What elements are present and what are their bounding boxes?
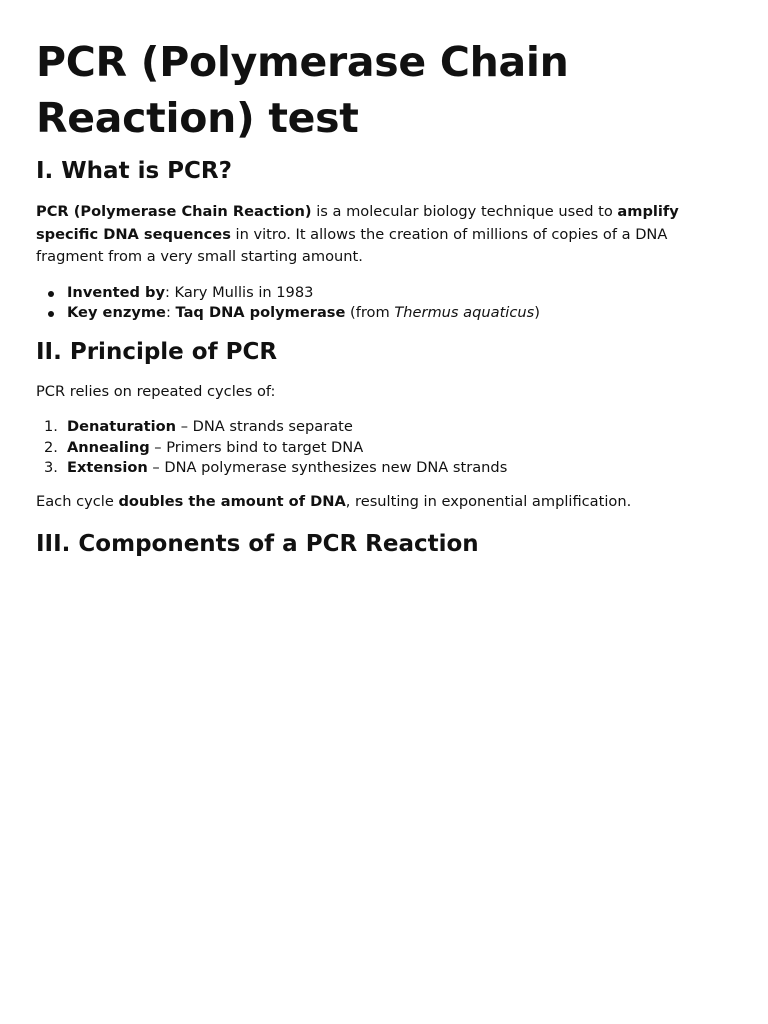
fact-separator: : <box>165 304 176 321</box>
fact-post-italic: ) <box>534 304 540 321</box>
steps-list <box>36 417 736 479</box>
fact-label: Key enzyme <box>67 304 166 321</box>
intro-term: PCR (Polymerase Chain Reaction) <box>36 203 312 220</box>
fact-pre-italic: (from <box>345 304 395 321</box>
fact-separator: : <box>164 283 175 301</box>
summary-post: , resulting in exponential amplification. <box>345 492 632 510</box>
fact-value: Kary Mullis in 1983 <box>174 283 314 301</box>
fact-italic-organism: Thermus aquaticus <box>394 304 535 321</box>
step-number: 2. <box>44 438 58 456</box>
intro-text-2: in vitro. It allows the creation of millions of copies of a DNA fragment from a very small starting amount. <box>36 225 668 265</box>
list-item-step <box>36 458 736 479</box>
summary-pre: Each cycle <box>36 492 119 510</box>
page-title: PCR (Polymerase Chain Reaction) test <box>36 38 569 142</box>
facts-list <box>36 283 736 324</box>
fact-value-bold: Taq DNA polymerase <box>175 304 346 321</box>
bullet-icon <box>48 291 54 297</box>
principle-lead: PCR relies on repeated cycles of: <box>36 382 276 400</box>
section-heading-what-is-pcr: I. What is PCR? <box>36 158 232 184</box>
step-label: Extension <box>67 459 148 476</box>
fact-label: Invented by <box>67 283 165 301</box>
list-item-key-enzyme <box>36 303 736 324</box>
section-heading-principle: II. Principle of PCR <box>36 338 278 365</box>
list-item-invented-by <box>36 283 736 304</box>
step-text: – DNA strands separate <box>176 418 353 435</box>
step-text: – Primers bind to target DNA <box>149 438 364 456</box>
intro-paragraph <box>36 201 736 269</box>
bullet-icon <box>48 311 54 317</box>
list-item-step <box>36 417 736 438</box>
step-label: Denaturation <box>67 418 177 435</box>
step-number: 1. <box>44 418 58 435</box>
list-item-step <box>36 438 736 459</box>
summary-bold: doubles the amount of DNA <box>118 492 346 510</box>
intro-text-1: is a molecular biology technique used to <box>311 203 618 220</box>
step-number: 3. <box>44 459 58 476</box>
intro-bold: amplify specific DNA sequences <box>36 203 679 243</box>
step-text: – DNA polymerase synthesizes new DNA strands <box>147 459 508 476</box>
cycle-summary <box>36 491 736 514</box>
section-heading-components: III. Components of a PCR Reaction <box>36 531 479 557</box>
document-page <box>36 34 736 559</box>
step-label: Annealing <box>67 438 150 456</box>
